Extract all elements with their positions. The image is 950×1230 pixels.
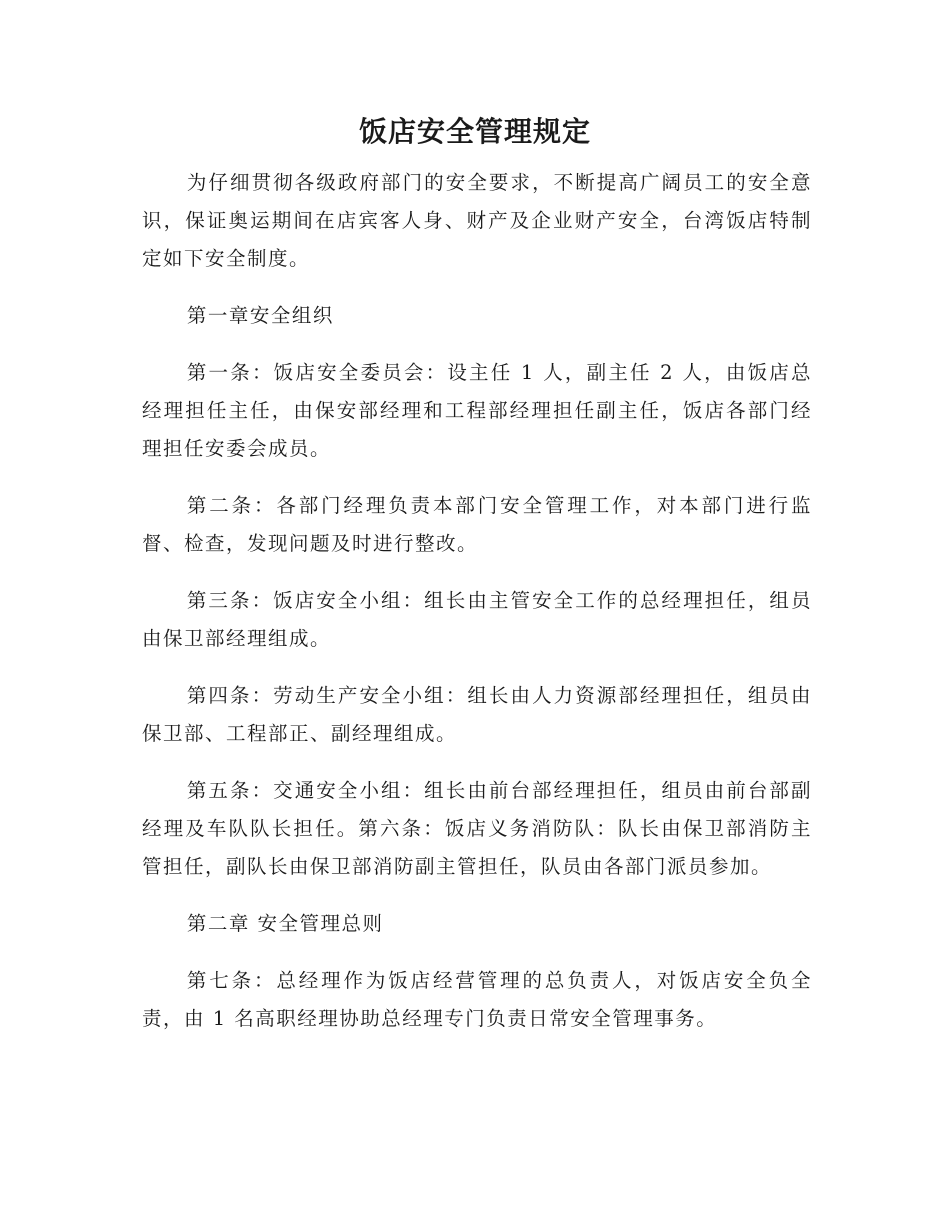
chapter-heading-1: 第一章安全组织 <box>186 304 334 327</box>
article-paragraph-1: 第一条：饭店安全委员会：设主任 1 人，副主任 2 人，由饭店总经理担任主任，由保安部经理和工程部经理担任副主任，饭店各部门经理担任安委会成员。 <box>142 361 812 460</box>
article-paragraph-3: 第三条：饭店安全小组：组长由主管安全工作的总经理担任，组员由保卫部经理组成。 <box>142 589 812 650</box>
article-paragraph-2: 第二条：各部门经理负责本部门安全管理工作，对本部门进行监督、检查，发现问题及时进行整改。 <box>142 494 812 555</box>
article-paragraph-7: 第七条：总经理作为饭店经营管理的总负责人，对饭店安全负全责，由 1 名高职经理协助总经理专门负责日常安全管理事务。 <box>142 969 812 1030</box>
chapter-heading-2: 第二章 安全管理总则 <box>186 912 384 935</box>
intro-paragraph: 为仔细贯彻各级政府部门的安全要求，不断提高广阔员工的安全意识，保证奥运期间在店宾客人身、财产及企业财产安全，台湾饭店特制定如下安全制度。 <box>142 171 812 270</box>
article-paragraph-5-6: 第五条：交通安全小组：组长由前台部经理担任，组员由前台部副经理及车队队长担任。第六条：饭店义务消防队：队长由保卫部消防主管担任，副队长由保卫部消防副主管担任，队员由各部门派员参加。 <box>142 779 812 878</box>
article-paragraph-4: 第四条：劳动生产安全小组：组长由人力资源部经理担任，组员由保卫部、工程部正、副经理组成。 <box>142 684 812 745</box>
document-body <box>142 164 812 1057</box>
document-title: 饭店安全管理规定 <box>358 115 591 148</box>
